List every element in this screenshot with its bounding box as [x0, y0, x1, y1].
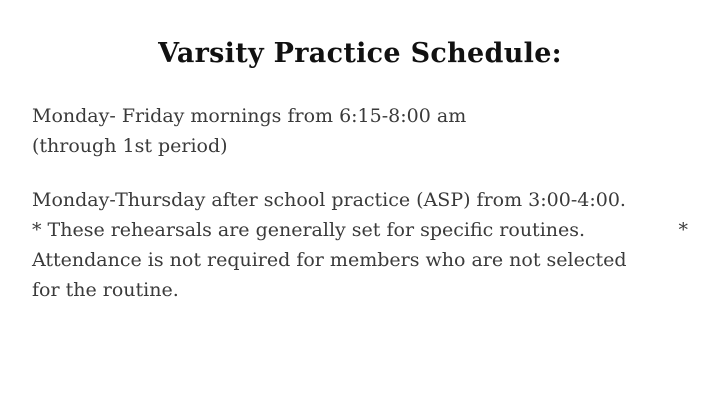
rehearsal-note-text: * These rehearsals are generally set for specific routines. — [32, 219, 586, 241]
attendance-note-line: Attendance is not required for members who are not selected — [32, 249, 627, 271]
rehearsal-note-marker: * — [678, 219, 688, 241]
morning-practice-note: (through 1st period) — [32, 135, 228, 157]
slide-title: Varsity Practice Schedule: — [158, 38, 562, 69]
after-school-practice-line: Monday-Thursday after school practice (ASP) from 3:00-4:00. — [32, 189, 626, 211]
attendance-note-line-end: for the routine. — [32, 279, 179, 301]
morning-practice-paragraph — [32, 101, 692, 161]
after-school-practice-paragraph — [32, 185, 692, 305]
rehearsal-note-line — [32, 215, 688, 245]
morning-practice-line: Monday- Friday mornings from 6:15-8:00 am — [32, 105, 467, 127]
